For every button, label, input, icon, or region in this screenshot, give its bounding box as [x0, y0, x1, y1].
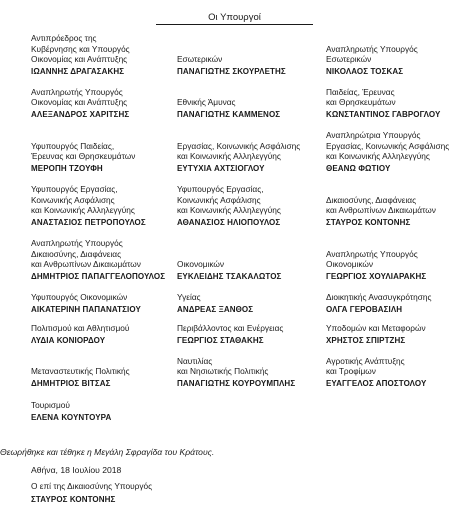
minister-name: ΑΝΑΣΤΑΣΙΟΣ ΠΕΤΡΟΠΟΥΛΟΣ [31, 217, 146, 227]
signatory-block [326, 232, 467, 282]
minister-role: Εσωτερικών [177, 54, 223, 64]
signatory-block [31, 318, 174, 346]
signatory-block [177, 318, 323, 346]
minister-name: ΟΛΓΑ ΓΕΡΟΒΑΣΙΛΗ [326, 304, 403, 314]
signatory-block [326, 287, 467, 315]
signatory-block [31, 27, 174, 77]
signatory-block [31, 232, 174, 282]
minister-name: ΣΤΑΥΡΟΣ ΚΟΝΤΟΝΗΣ [326, 217, 411, 227]
minister-name: ΠΑΝΑΓΙΩΤΗΣ ΚΟΥΡΟΥΜΠΛΗΣ [177, 378, 296, 388]
signatory-block [326, 82, 467, 120]
minister-name: ΜΕΡΟΠΗ ΤΖΟΥΦΗ [31, 163, 103, 173]
minister-name: ΓΕΩΡΓΙΟΣ ΧΟΥΛΙΑΡΑΚΗΣ [326, 271, 427, 281]
signatory-block [177, 27, 323, 77]
minister-role: Διοικητικής Ανασυγκρότησης [326, 292, 432, 302]
minister-name: ΑΝΔΡΕΑΣ ΞΑΝΘΟΣ [177, 304, 254, 314]
minister-role: Πολιτισμού και Αθλητισμού [31, 323, 130, 333]
signatory-block [177, 349, 323, 389]
ministers-header-text: Οι Υπουργοί [156, 12, 313, 25]
minister-name: ΕΥΚΛΕΙΔΗΣ ΤΣΑΚΑΛΩΤΟΣ [177, 271, 282, 281]
minister-name: ΛΥΔΙΑ ΚΟΝΙΟΡΔΟΥ [31, 335, 106, 345]
signatory-block [326, 349, 467, 389]
minister-name: ΑΛΕΞΑΝΔΡΟΣ ΧΑΡΙΤΣΗΣ [31, 109, 130, 119]
minister-role: Ναυτιλίας και Νησιωτικής Πολιτικής [177, 355, 269, 376]
signatory-block [177, 125, 323, 174]
seal-statement: Θεωρήθηκε και τέθηκε η Μεγάλη Σφραγίδα του Κράτους. [0, 447, 215, 457]
minister-name: ΑΙΚΑΤΕΡΙΝΗ ΠΑΠΑΝΑΤΣΙΟΥ [31, 304, 141, 314]
minister-role: Υφυπουργός Οικονομικών [31, 292, 128, 302]
signatory-block [31, 178, 174, 228]
minister-role: Τουρισμού [31, 400, 70, 410]
minister-role: Αναπληρωτής Υπουργός Οικονομίας και Ανάπτυξης [31, 86, 128, 107]
minister-role: Αναπληρωτής Υπουργός Οικονομικών [326, 248, 418, 269]
minister-role: Αντιπρόεδρος της Κυβέρνησης και Υπουργός Οικονομίας και Ανάπτυξης [31, 33, 130, 64]
minister-role: Αναπληρωτής Υπουργός Εσωτερικών [326, 43, 418, 64]
signatory-block [177, 178, 323, 228]
signatory-block [326, 178, 467, 228]
minister-name: ΙΩΑΝΝΗΣ ΔΡΑΓΑΣΑΚΗΣ [31, 66, 125, 76]
signatory-block [177, 82, 323, 120]
minister-name: ΕΛΕΝΑ ΚΟΥΝΤΟΥΡΑ [31, 412, 112, 422]
minister-role: Υφυπουργός Παιδείας, Έρευνας και Θρησκευμάτων [31, 140, 136, 161]
signatory-block [177, 232, 323, 282]
minister-name: ΔΗΜΗΤΡΙΟΣ ΠΑΠΑΓΓΕΛΟΠΟΥΛΟΣ [31, 271, 166, 281]
signatory-block [31, 125, 174, 174]
justice-minister-role: Ο επί της Δικαιοσύνης Υπουργός [31, 481, 153, 491]
signatory-block [31, 287, 174, 315]
minister-name: ΘΕΑΝΩ ΦΩΤΙΟΥ [326, 163, 391, 173]
minister-role: Αναπληρώτρια Υπουργός Εργασίας, Κοινωνικής Ασφάλισης και Κοινωνικής Αλληλεγγύης [326, 130, 450, 161]
justice-minister-name: ΣΤΑΥΡΟΣ ΚΟΝΤΟΝΗΣ [31, 495, 116, 504]
signatory-block [31, 82, 174, 120]
minister-name: ΓΕΩΡΓΙΟΣ ΣΤΑΘΑΚΗΣ [177, 335, 264, 345]
minister-name: ΑΘΑΝΑΣΙΟΣ ΗΛΙΟΠΟΥΛΟΣ [177, 217, 281, 227]
minister-role: Υφυπουργός Εργασίας, Κοινωνικής Ασφάλισης και Κοινωνικής Αλληλεγγύης [177, 184, 281, 215]
minister-role: Δικαιοσύνης, Διαφάνειας και Ανθρωπίνων Δικαιωμάτων [326, 194, 436, 215]
minister-name: ΝΙΚΟΛΑΟΣ ΤΟΣΚΑΣ [326, 66, 404, 76]
minister-name: ΕΥΤΥΧΙΑ ΑΧΤΣΙΟΓΛΟΥ [177, 163, 265, 173]
minister-role: Αγροτικής Ανάπτυξης και Τροφίμων [326, 355, 405, 376]
minister-name: ΕΥΑΓΓΕΛΟΣ ΑΠΟΣΤΟΛΟΥ [326, 378, 427, 388]
minister-role: Περιβάλλοντος και Ενέργειας [177, 323, 284, 333]
signatory-block [31, 349, 174, 389]
signatory-block [177, 287, 323, 315]
minister-name: ΔΗΜΗΤΡΙΟΣ ΒΙΤΣΑΣ [31, 378, 111, 388]
minister-role: Αναπληρωτής Υπουργός Δικαιοσύνης, Διαφάνειας και Ανθρωπίνων Δικαιωμάτων [31, 238, 141, 269]
signatory-block [326, 27, 467, 77]
minister-role: Παιδείας, Έρευνας και Θρησκευμάτων [326, 86, 396, 107]
minister-role: Εθνικής Άμυνας [177, 97, 236, 107]
minister-role: Υγείας [177, 292, 201, 302]
signatory-block [326, 125, 467, 174]
signatory-block [31, 395, 174, 423]
minister-name: ΠΑΝΑΓΙΩΤΗΣ ΣΚΟΥΡΛΕΤΗΣ [177, 66, 286, 76]
minister-role: Υφυπουργός Εργασίας, Κοινωνικής Ασφάλισης και Κοινωνικής Αλληλεγγύης [31, 184, 135, 215]
minister-role: Εργασίας, Κοινωνικής Ασφάλισης και Κοινωνικής Αλληλεγγύης [177, 140, 301, 161]
minister-role: Μεταναστευτικής Πολιτικής [31, 366, 130, 376]
minister-name: ΚΩΝΣΤΑΝΤΙΝΟΣ ΓΑΒΡΟΓΛΟΥ [326, 109, 441, 119]
ministers-header [0, 7, 469, 25]
minister-role: Οικονομικών [177, 259, 225, 269]
minister-role: Υποδομών και Μεταφορών [326, 323, 426, 333]
signing-date: Αθήνα, 18 Ιουλίου 2018 [31, 465, 122, 475]
signatory-block [326, 318, 467, 346]
minister-name: ΧΡΗΣΤΟΣ ΣΠΙΡΤΖΗΣ [326, 335, 406, 345]
minister-name: ΠΑΝΑΓΙΩΤΗΣ ΚΑΜΜΕΝΟΣ [177, 109, 281, 119]
